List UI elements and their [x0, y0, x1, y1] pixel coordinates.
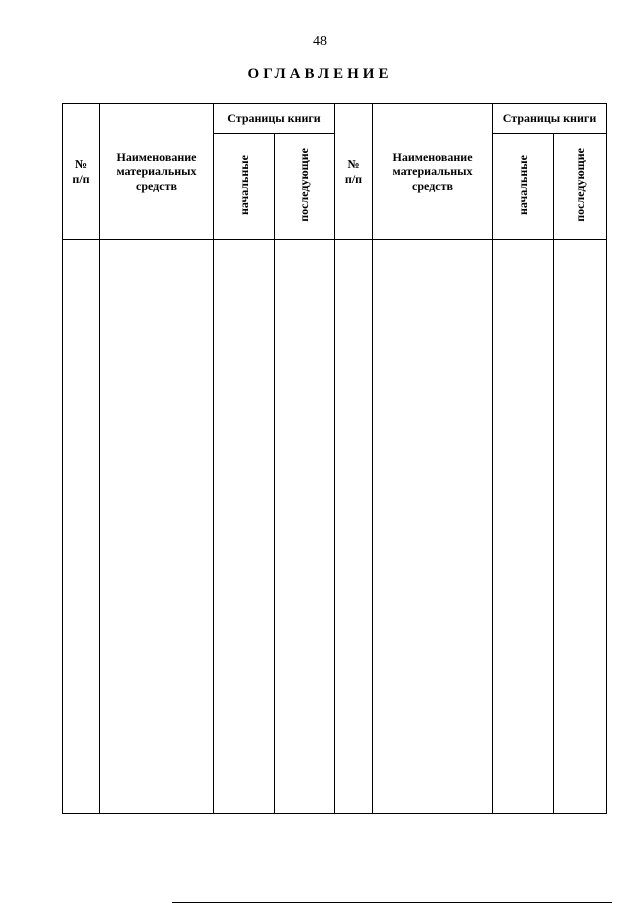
right-next-header — [554, 134, 607, 240]
right-name-header — [373, 104, 493, 240]
right-num-header — [335, 104, 373, 240]
left-pages-label: Страницы книги — [227, 111, 321, 126]
right-next-label: последующие — [572, 147, 587, 222]
left-num-cell[interactable] — [63, 240, 100, 814]
left-start-header — [214, 134, 275, 240]
left-num-header — [63, 104, 100, 240]
bottom-divider — [172, 902, 612, 903]
right-start-label: начальные — [515, 154, 530, 215]
page-number: 48 — [313, 34, 327, 49]
left-name-cell[interactable] — [100, 240, 214, 814]
right-start-header — [493, 134, 554, 240]
left-pages-header — [214, 104, 335, 134]
right-pages-label: Страницы книги — [502, 111, 597, 126]
right-next-cell[interactable] — [554, 240, 607, 814]
left-start-cell[interactable] — [214, 240, 275, 814]
left-next-label: последующие — [297, 147, 312, 222]
page-title: ОГЛАВЛЕНИЕ — [247, 66, 393, 82]
right-start-cell[interactable] — [493, 240, 554, 814]
right-num-cell[interactable] — [335, 240, 373, 814]
right-pages-header — [493, 104, 607, 134]
right-name-label: Наименование материальных средств — [392, 149, 473, 193]
left-next-cell[interactable] — [275, 240, 335, 814]
left-start-label: начальные — [236, 154, 251, 215]
left-num-label: № п/п — [72, 157, 90, 186]
left-next-header — [275, 134, 335, 240]
right-num-label: № п/п — [344, 157, 363, 186]
left-name-label: Наименование материальных средств — [116, 149, 197, 193]
toc-table — [62, 103, 607, 814]
right-name-cell[interactable] — [373, 240, 493, 814]
table-row — [63, 240, 607, 814]
left-name-header — [100, 104, 214, 240]
